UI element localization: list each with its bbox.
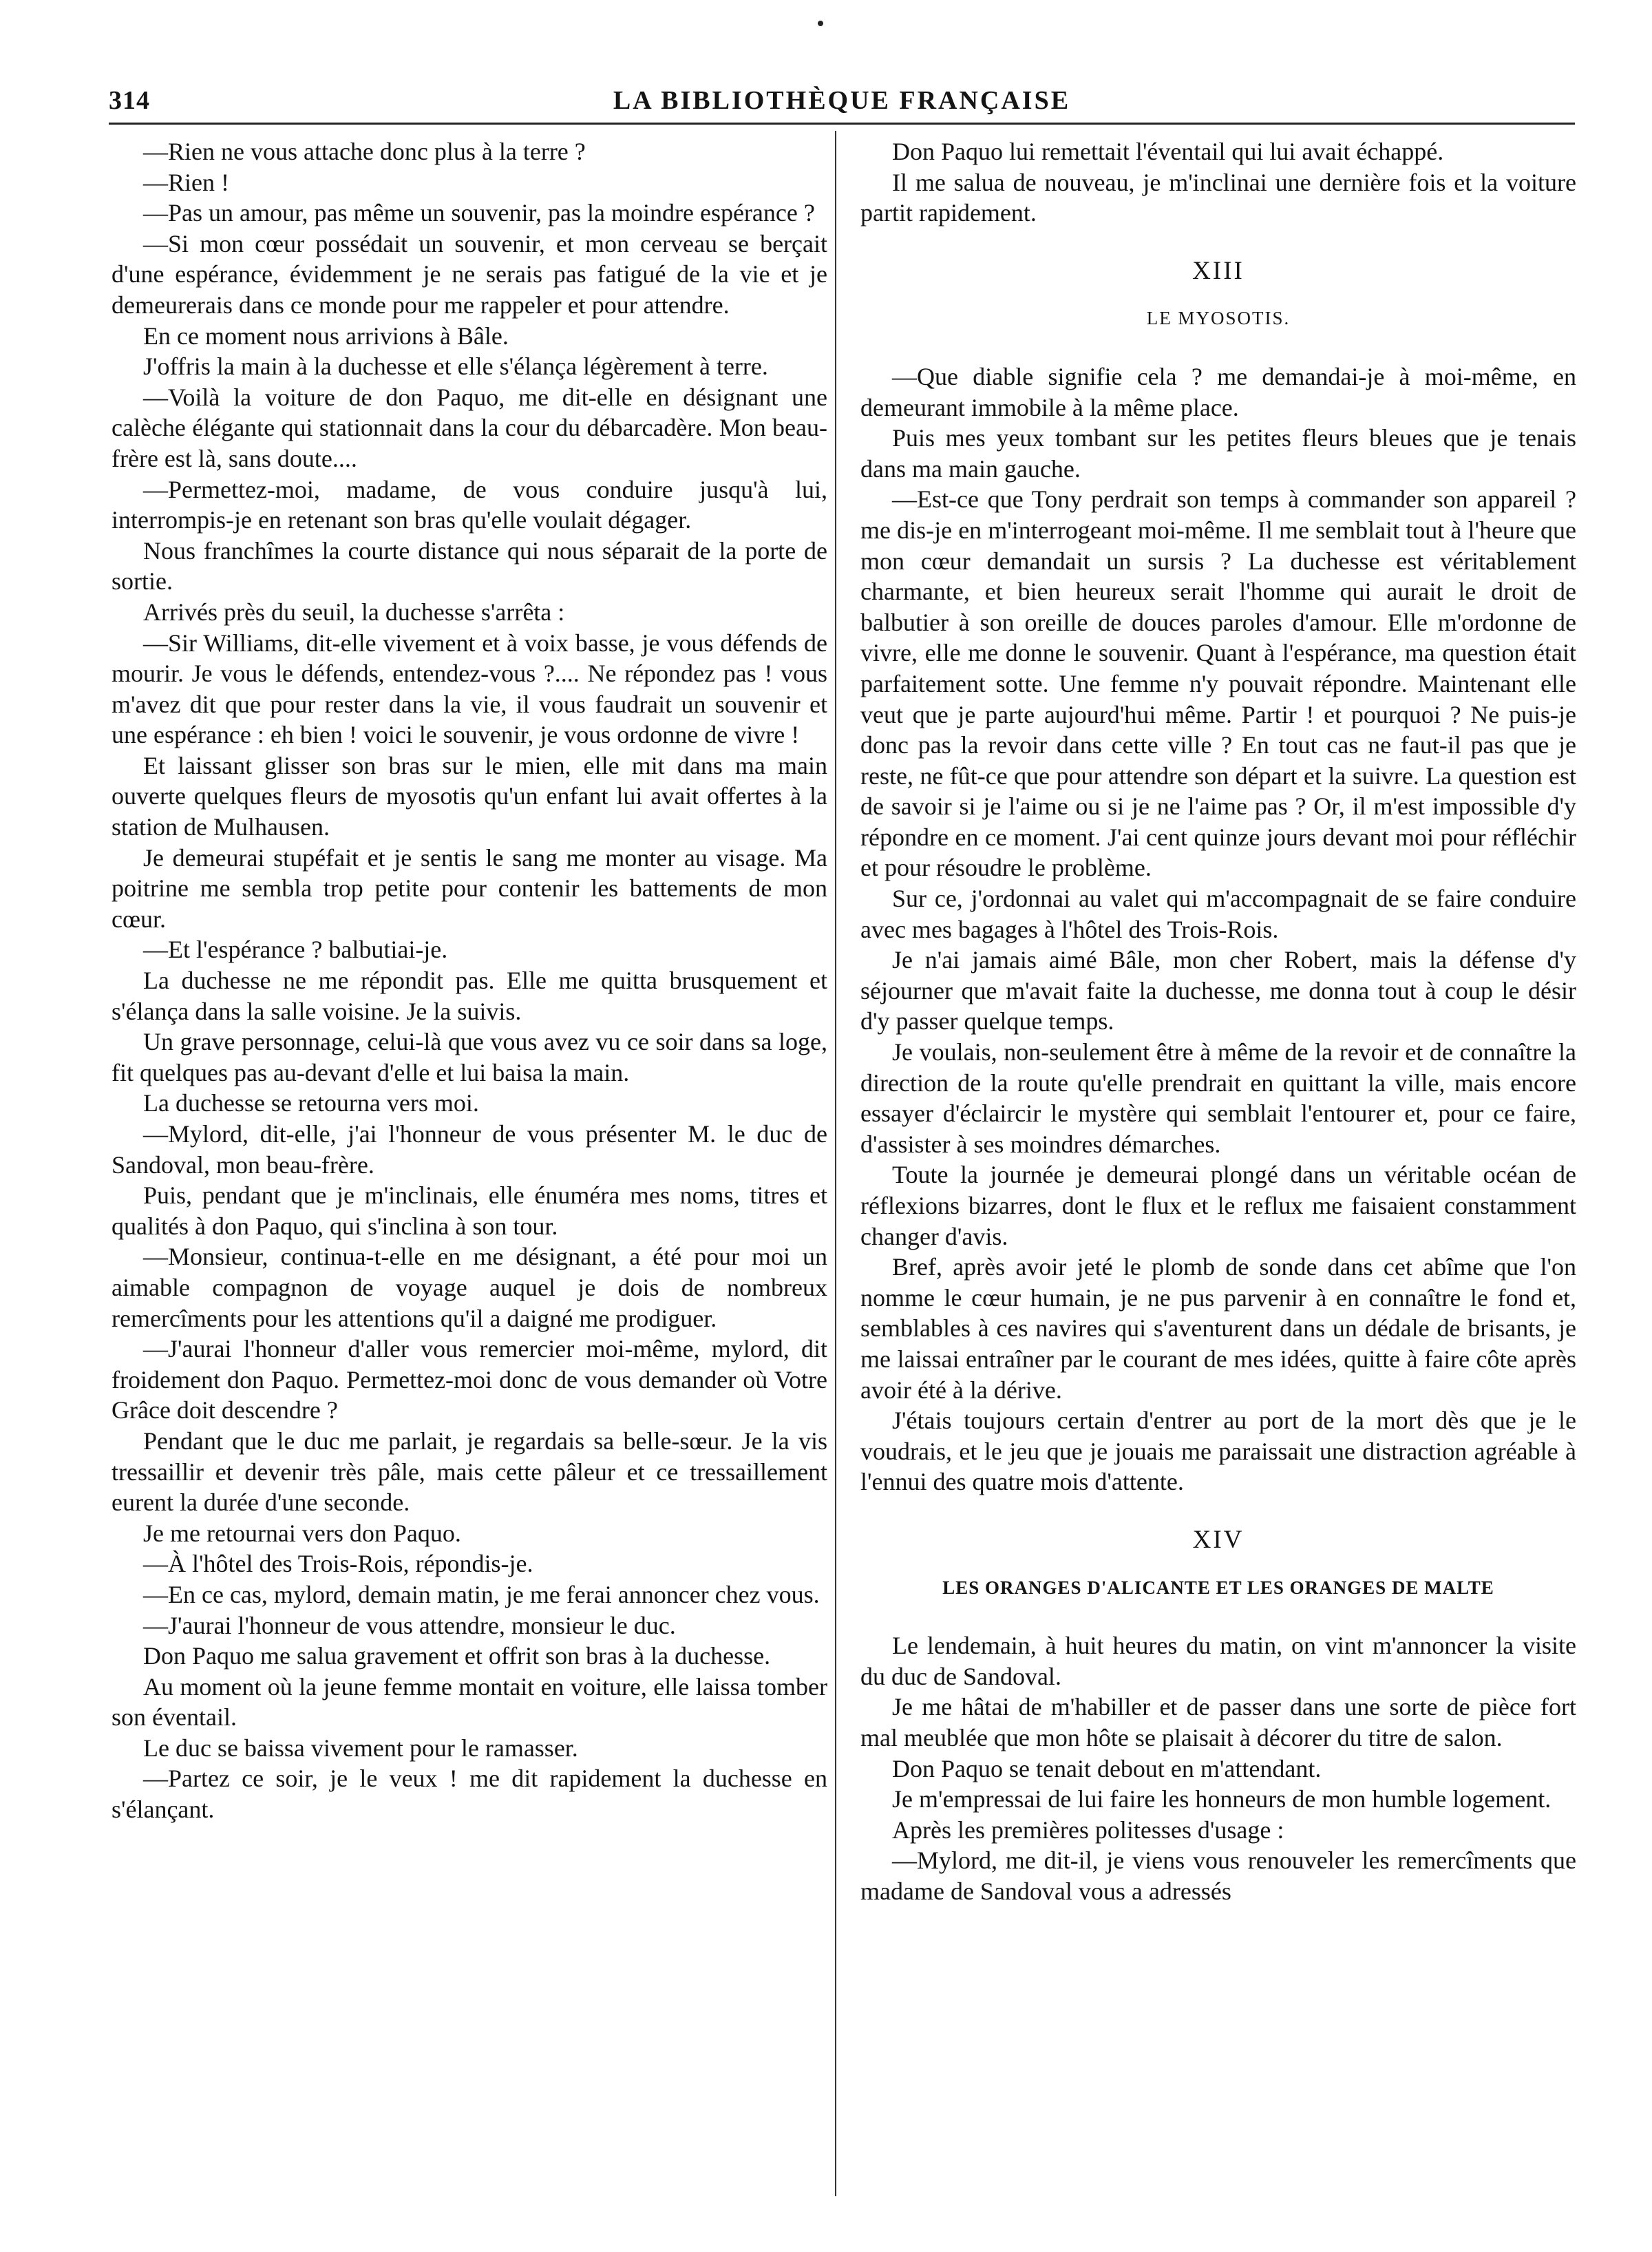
paragraph: Après les premières politesses d'usage :	[892, 1816, 1284, 1844]
paragraph: —Rien ne vous attache donc plus à la terre ?	[143, 138, 586, 165]
paragraph: Don Paquo lui remettait l'éventail qui lui avait échappé.	[892, 138, 1444, 165]
paragraph: La duchesse ne me répondit pas. Elle me quitta brusquement et s'élança dans la salle voisine. Je la suivis.	[112, 967, 827, 1025]
header-rule	[109, 123, 1575, 125]
paragraph: Pendant que le duc me parlait, je regardais sa belle-sœur. Je la vis tressaillir et devenir très pâle, mais cette pâleur et ce tressaillement eurent la durée d'une seconde.	[112, 1427, 827, 1517]
paragraph: Sur ce, j'ordonnai au valet qui m'accompagnait de se faire conduire avec mes bagages à l'hôtel des Trois-Rois.	[860, 885, 1576, 943]
paragraph: —Pas un amour, pas même un souvenir, pas la moindre espérance ?	[143, 199, 815, 227]
paragraph: —Voilà la voiture de don Paquo, me dit-elle en désignant une calèche élégante qui stationnait dans la cour du débarcadère. Mon beau-frère est là, sans doute....	[112, 383, 827, 472]
paragraph: —Mylord, me dit-il, je viens vous renouveler les remercîments que madame de Sandoval vous a adressés	[860, 1846, 1576, 1905]
paragraph: Le lendemain, à huit heures du matin, on vint m'annoncer la visite du duc de Sandoval.	[860, 1632, 1576, 1690]
paragraph: Il me salua de nouveau, je m'inclinai une dernière fois et la voiture partit rapidement.	[860, 168, 1576, 227]
print-speck	[818, 21, 823, 26]
paragraph: —Monsieur, continua-t-elle en me désignant, a été pour moi un aimable compagnon de voyage auquel je dois de nombreux remercîments pour les attentions qu'il a daigné me prodiguer.	[112, 1243, 827, 1332]
column-rule	[835, 131, 836, 2196]
paragraph: Le duc se baissa vivement pour le ramasser.	[143, 1734, 578, 1762]
chapter-number: XIV	[1192, 1525, 1245, 1554]
paragraph: Puis, pendant que je m'inclinais, elle énuméra mes noms, titres et qualités à don Paquo, qui s'inclina à son tour.	[112, 1181, 827, 1240]
paragraph: J'étais toujours certain d'entrer au port de la mort dès que je le voudrais, et le jeu que je jouais me paraissait une distraction agréable à l'ennui des quatre mois d'attente.	[860, 1407, 1576, 1496]
paragraph: Puis mes yeux tombant sur les petites fleurs bleues que je tenais dans ma main gauche.	[860, 424, 1576, 483]
paragraph: Et laissant glisser son bras sur le mien, elle mit dans ma main ouverte quelques fleurs de myosotis qu'un enfant lui avait offertes à la station de Mulhausen.	[112, 751, 827, 841]
paragraph: —Partez ce soir, je le veux ! me dit rapidement la duchesse en s'élançant.	[112, 1765, 827, 1824]
paragraph: —Permettez-moi, madame, de vous conduire jusqu'à lui, interrompis-je en retenant son bras qu'elle voulait dégager.	[112, 475, 827, 534]
paragraph: —À l'hôtel des Trois-Rois, répondis-je.	[143, 1550, 533, 1578]
paragraph: Je voulais, non-seulement être à même de la revoir et de connaître la direction de la route qu'elle prendrait en quittant la ville, mais encore essayer d'éclaircir le mystère qui semblait l'entourer et, pour ce faire, d'assister à ses moindres démarches.	[860, 1038, 1576, 1158]
paragraph: Don Paquo se tenait debout en m'attendant.	[892, 1754, 1322, 1782]
running-title: LA BIBLIOTHÈQUE FRANÇAISE	[613, 86, 1071, 115]
paragraph: —Si mon cœur possédait un souvenir, et mon cerveau se berçait d'une espérance, évidemment je ne serais pas fatigué de la vie et je demeurerais dans ce monde pour me rappeler et pour attendre.	[112, 229, 827, 319]
paragraph: En ce moment nous arrivions à Bâle.	[143, 322, 509, 350]
paragraph: J'offris la main à la duchesse et elle s'élança légèrement à terre.	[143, 352, 768, 381]
paragraph: —Mylord, dit-elle, j'ai l'honneur de vous présenter M. le duc de Sandoval, mon beau-frère.	[112, 1120, 827, 1179]
paragraph: Je demeurai stupéfait et je sentis le sang me monter au visage. Ma poitrine me sembla trop petite pour contenir les battements de mon cœur.	[112, 843, 827, 933]
paragraph: Nous franchîmes la courte distance qui nous séparait de la porte de sortie.	[112, 536, 827, 596]
paragraph: Arrivés près du seuil, la duchesse s'arrêta :	[143, 598, 565, 626]
paragraph: Je me retournai vers don Paquo.	[143, 1519, 461, 1547]
paragraph: Un grave personnage, celui-là que vous avez vu ce soir dans sa loge, fit quelques pas au-devant d'elle et lui baisa la main.	[112, 1028, 827, 1086]
chapter-title: LE MYOSOTIS.	[1146, 308, 1291, 329]
paragraph: —Sir Williams, dit-elle vivement et à voix basse, je vous défends de mourir. Je vous le défends, entendez-vous ?.... Ne répondez pas ! vous m'avez dit que pour rester dans la vie, il vous faudrait un souvenir et une espérance : eh bien ! voici le souvenir, je vous ordonne de vivre !	[112, 629, 827, 749]
paragraph: —J'aurai l'honneur d'aller vous remercier moi-même, mylord, dit froidement don Paquo. Permettez-moi donc de vous demander où Votre Grâce doit descendre ?	[112, 1335, 827, 1424]
left-column	[112, 136, 827, 2216]
chapter-title: LES ORANGES D'ALICANTE ET LES ORANGES DE MALTE	[942, 1577, 1494, 1598]
paragraph: —J'aurai l'honneur de vous attendre, monsieur le duc.	[143, 1611, 676, 1639]
paragraph: Au moment où la jeune femme montait en voiture, elle laissa tomber son éventail.	[112, 1672, 827, 1732]
page-number: 314	[109, 86, 150, 115]
chapter-number: XIII	[1192, 256, 1245, 285]
paragraph: —Est-ce que Tony perdrait son temps à commander son appareil ? me dis-je en m'interrogeant moi-même. Il me semblait tout à l'heure que mon cœur demandait un sursis ? La duchesse est véritablement charmante, et bien heureux serait l'homme qui aurait le droit de balbutier à son oreille de douces paroles d'amour. Elle m'ordonne de vivre, elle me donne le souvenir. Quant à l'espérance, ma question était parfaitement sotte. Une femme n'y pouvait répondre. Maintenant elle veut que je parte aujourd'hui même. Partir ! et pourquoi ? Ne puis-je donc pas la revoir dans cette ville ? En tout cas ne faut-il pas que je reste, ne fût-ce que pour attendre son départ et la suivre. La question est de savoir si je l'aime ou si je ne l'aime pas ? Or, il m'est impossible d'y répondre en ce moment. J'ai cent quinze jours devant moi pour réfléchir et pour résoudre le problème.	[860, 485, 1576, 882]
paragraph: Toute la journée je demeurai plongé dans un véritable océan de réflexions bizarres, dont le flux et le reflux me faisaient constamment changer d'avis.	[860, 1161, 1576, 1250]
paragraph: —Rien !	[143, 168, 229, 196]
paragraph: La duchesse se retourna vers moi.	[143, 1089, 479, 1117]
paragraph: Don Paquo me salua gravement et offrit son bras à la duchesse.	[143, 1642, 771, 1670]
page-header	[109, 81, 1575, 123]
paragraph: Je me hâtai de m'habiller et de passer dans une sorte de pièce fort mal meublée que mon hôte se plaisait à décorer du titre de salon.	[860, 1693, 1576, 1751]
paragraph: —Et l'espérance ? balbutiai-je.	[143, 936, 448, 964]
paragraph: Bref, après avoir jeté le plomb de sonde dans cet abîme que l'on nomme le cœur humain, je ne pus parvenir à en connaître le fond et, semblables à ces navires qui s'aventurent dans un dédale de brisants, je me laissai entraîner par le courant de mes idées, quitte à faire côte après avoir été à la dérive.	[860, 1253, 1576, 1404]
right-column	[860, 136, 1576, 2216]
paragraph: Je n'ai jamais aimé Bâle, mon cher Robert, mais la défense d'y séjourner que m'avait faite la duchesse, me donna tout à coup le désir d'y passer quelque temps.	[860, 946, 1576, 1035]
paragraph: —En ce cas, mylord, demain matin, je me ferai annoncer chez vous.	[143, 1580, 820, 1608]
paragraph: Je m'empressai de lui faire les honneurs de mon humble logement.	[892, 1785, 1552, 1813]
paragraph: —Que diable signifie cela ? me demandai-je à moi-même, en demeurant immobile à la même place.	[860, 362, 1576, 421]
